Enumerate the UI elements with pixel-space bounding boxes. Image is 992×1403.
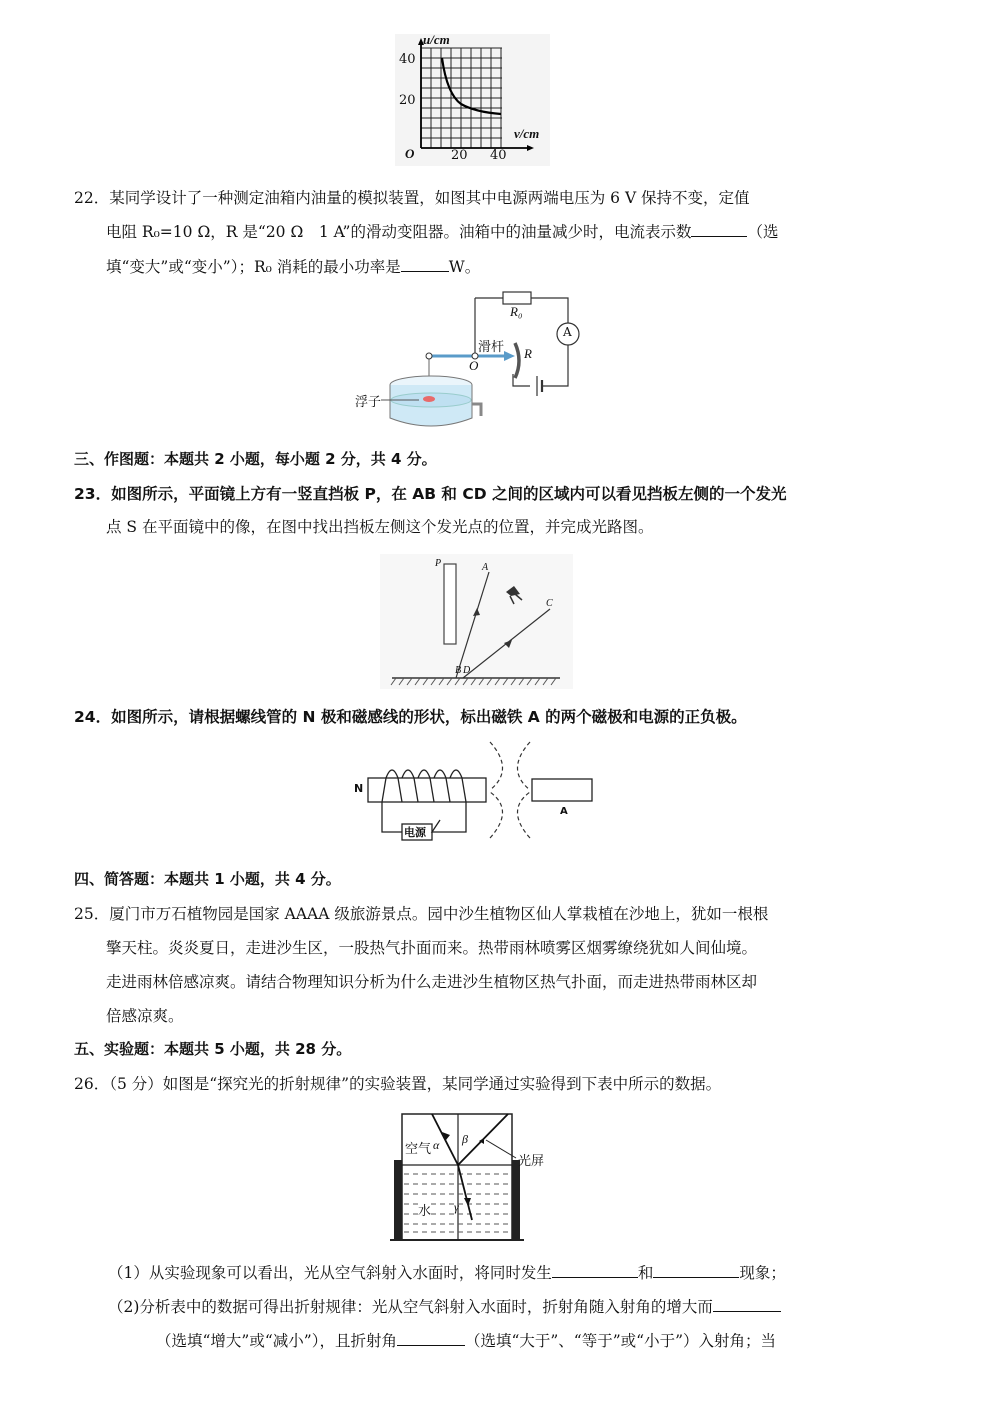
q26-part3-text: （选填“增大”或“减小”），且折射角: [156, 1332, 397, 1350]
q22-line3-unit: W。: [448, 258, 481, 276]
mirror-figure: [380, 554, 573, 689]
q25-line1: 25．厦门市万石植物园是国家 AAAA 级旅游景点。园中沙生植物区仙人掌栽植在沙地上，犹如一根根: [74, 905, 769, 923]
q26-blank-phenomenon-1[interactable]: [552, 1263, 638, 1278]
q22-line1: 22．某同学设计了一种测定油箱内油量的模拟装置，如图其中电源两端电压为 6 V 保持不变，定值: [74, 189, 750, 207]
q22-blank-power[interactable]: [401, 257, 449, 272]
q24-line1-text: 24．如图所示，请根据螺线管的 N 极和磁感线的形状，标出磁铁 A 的两个磁极和电源的正负极。: [74, 708, 747, 726]
q22-label-pivot: O: [469, 358, 479, 373]
q26-blank-trend[interactable]: [713, 1297, 781, 1312]
q22-blank-current[interactable]: [691, 222, 747, 237]
q26-part3-tail: （选填“大于”、“等于”或“小于”）入射角；当: [464, 1332, 776, 1350]
q26-blank-phenomenon-2[interactable]: [653, 1263, 739, 1278]
q22-line3-text: 填“变大”或“变小”）；R₀ 消耗的最小功率是: [106, 258, 401, 276]
graph-xlabel: v/cm: [514, 126, 540, 141]
q26-part1-tail: 现象；: [739, 1264, 786, 1282]
q23-line1: [74, 482, 786, 504]
q26-part1-and: 和: [637, 1264, 654, 1282]
graph-xtick-20: 20: [451, 148, 468, 163]
q25-line4: 倍感凉爽。: [106, 1007, 184, 1025]
q26-label-water: 水: [418, 1200, 431, 1219]
q25-line3: 走进雨林倍感凉爽。请结合物理知识分析为什么走进沙生植物区热气扑面，而走进热带雨林区却: [106, 973, 758, 991]
graph-ytick-40: 40: [399, 52, 416, 67]
q23-line1-text: 23．如图所示，平面镜上方有一竖直挡板 P，在 AB 和 CD 之间的区域内可以看见挡板左侧的一个发光: [74, 485, 787, 503]
q22-ammeter: A: [563, 325, 572, 339]
q26-part2-text: （2)分析表中的数据可得出折射规律：光从空气斜射入水面时，折射角随入射角的增大而: [108, 1298, 713, 1316]
q23-label-c: C: [546, 598, 553, 609]
q26-part3: [156, 1329, 776, 1351]
q26-label-beta: β: [462, 1132, 468, 1146]
q26-part1: [108, 1261, 786, 1283]
section-4-heading: 四、简答题：本题共 1 小题，共 4 分。: [74, 870, 341, 888]
q24-label-a: A: [560, 806, 568, 817]
q24-label-source: 电源: [404, 826, 426, 839]
q22-line2-tail: （选: [747, 223, 779, 241]
uv-graph: [395, 34, 550, 166]
q22-line2-text: 电阻 R₀=10 Ω，R 是“20 Ω 1 A”的滑动变阻器。油箱中的油量减少时，电流表示数: [106, 223, 692, 241]
graph-ytick-20: 20: [399, 93, 416, 108]
q22-label-r0: R₀: [510, 304, 523, 319]
q26-part2: [108, 1295, 781, 1317]
graph-ylabel: u/cm: [423, 32, 450, 47]
refraction-figure: [388, 1108, 558, 1244]
q26-line1: 26．（5 分）如图是“探究光的折射规律”的实验装置，某同学通过实验得到下表中所示的数据。: [74, 1075, 722, 1093]
q22-label-float: 浮子: [355, 391, 381, 410]
q26-part1-text: （1）从实验现象可以看出，光从空气斜射入水面时，将同时发生: [108, 1264, 552, 1282]
solenoid-figure: [350, 740, 610, 848]
q23-label-b: B: [455, 665, 462, 676]
q22-label-r: R: [524, 346, 532, 361]
q23-label-p: P: [435, 558, 442, 569]
q22-line2: [106, 220, 778, 242]
q22-label-slider: 滑杆: [478, 340, 505, 355]
q24-label-n: N: [354, 782, 364, 795]
q23-line2: 点 S 在平面镜中的像，在图中找出挡板左侧这个发光点的位置，并完成光路图。: [106, 518, 654, 536]
q22-line3: [106, 255, 480, 277]
q25-line2: 擎天柱。炎炎夏日，走进沙生区，一股热气扑面而来。热带雨林喷雾区烟雾缭绕犹如人间仙境。: [106, 939, 758, 957]
section-3-heading: 三、作图题：本题共 2 小题，每小题 2 分，共 4 分。: [74, 450, 437, 468]
q26-label-air: 空气: [405, 1142, 432, 1157]
q24-line1: [74, 705, 747, 727]
q26-label-alpha: α: [433, 1138, 440, 1152]
graph-origin: O: [405, 146, 415, 161]
q26-label-gamma: γ: [454, 1200, 459, 1214]
q26-blank-compare[interactable]: [397, 1331, 465, 1346]
graph-xtick-40: 40: [490, 148, 507, 163]
q23-label-d: D: [463, 665, 471, 676]
q26-label-screen: 光屏: [518, 1154, 545, 1169]
section-5-heading: 五、实验题：本题共 5 小题，共 28 分。: [74, 1040, 352, 1058]
q23-label-a: A: [482, 562, 489, 573]
oil-tank-circuit-figure: [355, 288, 595, 436]
